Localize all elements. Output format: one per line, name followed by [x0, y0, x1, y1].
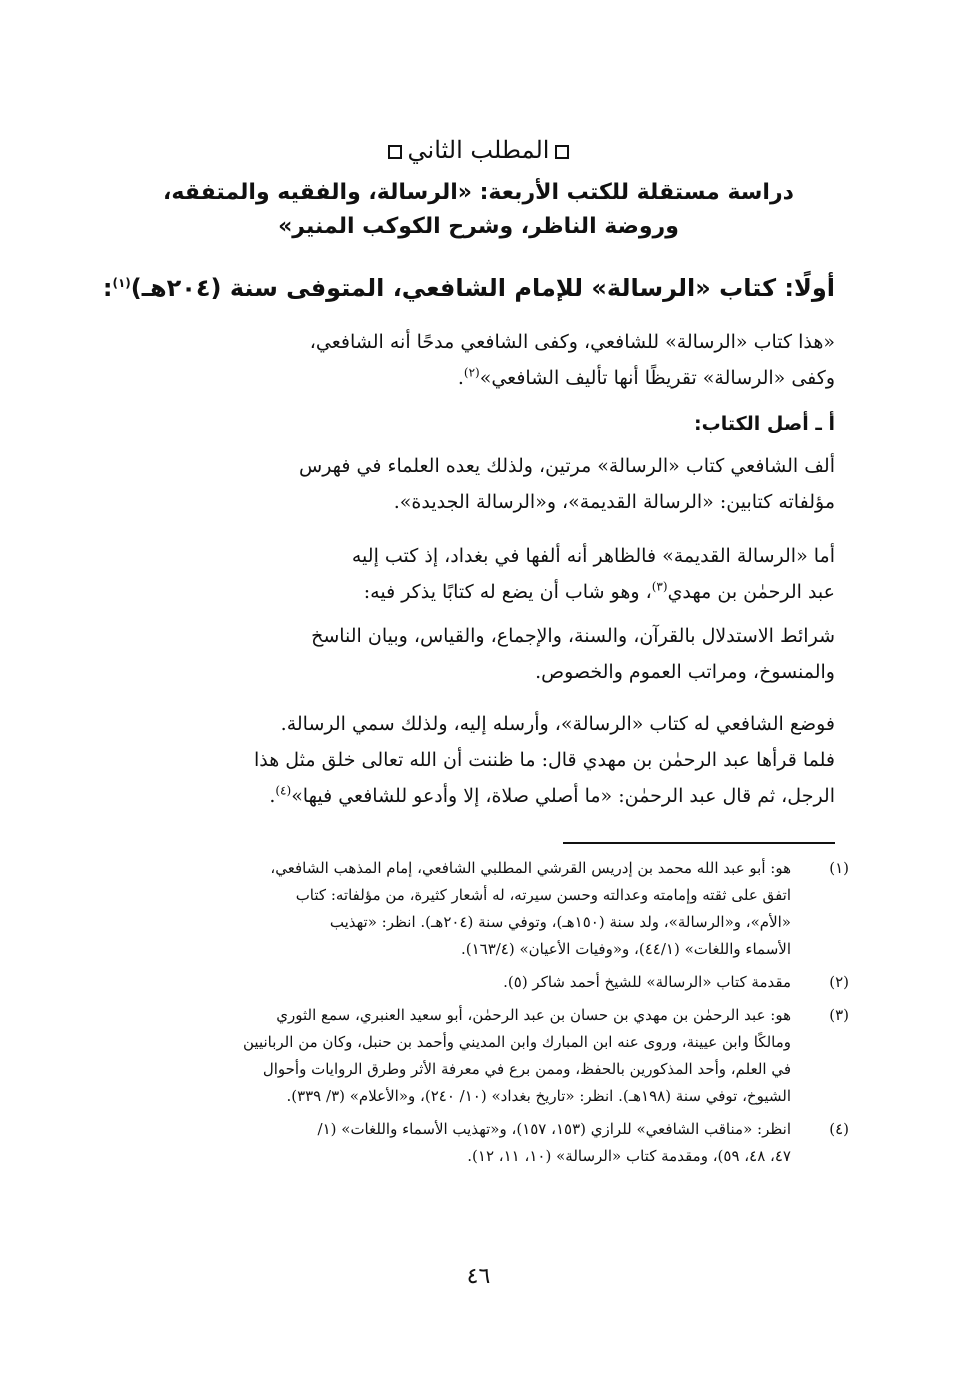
footnotes	[99, 855, 849, 1176]
subheading-tail: :	[102, 274, 113, 302]
paragraph	[95, 618, 835, 690]
footnote-line: ٤٧، ٤٨، ٥٩)، ومقدمة كتاب «الرسالة» (١٠، ١١، ١٢).	[467, 1147, 791, 1165]
text-run: ، وهو شاب أن يضع له كتابًا يذكر فيه:	[363, 581, 652, 603]
study-title-line: وروضة الناظر، وشرح الكوكب المنير»	[278, 214, 679, 239]
footnote-number: (٤)	[829, 1120, 849, 1138]
text-line	[95, 574, 835, 610]
footnote-line: مقدمة كتاب «الرسالة» للشيخ أحمد شاكر (٥).	[503, 973, 791, 991]
footnote-number: (٣)	[829, 1006, 849, 1024]
footnote-ref: (٤)	[275, 783, 292, 798]
footnote-body	[99, 855, 791, 963]
text-line: مؤلفاته كتابين: «الرسالة القديمة»، و«الرسالة الجديدة».	[393, 491, 835, 513]
text-line: ألف الشافعي كتاب «الرسالة» مرتين، ولذلك يعده العلماء في فهرس	[299, 455, 835, 477]
footnote-line: في العلم، وأحد المذكورين بالحفظ، وممن برع في معرفة الأثر وطرق الروايات وأحوال	[262, 1060, 791, 1078]
page-number: ٤٦	[466, 1264, 491, 1289]
square-ornament-icon	[555, 145, 569, 159]
text-run: وكفى «الرسالة» تقريظًا أنها تأليف الشافعي»	[479, 367, 835, 389]
footnote-line: ومالكًا وابن عيينة، وروى عنه ابن المبارك وابن المديني وأحمد بن حنبل، وكان من الربانيين	[243, 1033, 791, 1051]
text-line	[95, 778, 835, 814]
paragraph	[95, 706, 835, 814]
footnote-line: الشيوخ، توفي سنة (١٩٨هـ). انظر: «تاريخ بغداد» (١٠/ ٢٤٠)، و«الأعلام» (٣/ ٣٣٩).	[286, 1087, 791, 1105]
text-line: شرائط الاستدلال بالقرآن، والسنة، والإجماع، والقياس، وبيان الناسخ	[311, 625, 835, 647]
paragraph	[95, 448, 835, 520]
footnote	[99, 1116, 849, 1170]
text-run: .	[457, 367, 464, 389]
footnote-line: انظر: «مناقب الشافعي» للرازي (١٥٣، ١٥٧)، و«تهذيب الأسماء واللغات» (١/	[317, 1120, 791, 1138]
footnote-line: «الأم»، و«الرسالة»، ولد سنة (١٥٠هـ)، وتوفي سنة (٢٠٤هـ). انظر: «تهذيب	[329, 913, 791, 931]
footnote-number: (٢)	[829, 973, 849, 991]
text-run: .	[269, 785, 276, 807]
footnote	[99, 855, 849, 963]
footnote-line: اتفق على ثقته وإمامته وعدالته وحسن سيرته، له أشعار كثيرة، من مؤلفاته: كتاب	[295, 886, 791, 904]
footnote-body	[99, 1116, 791, 1170]
footnote-ref: (٣)	[651, 579, 668, 594]
footnote	[99, 1002, 849, 1110]
text-line: والمنسوخ، ومراتب العموم والخصوص.	[535, 661, 835, 683]
text-line: أما «الرسالة القديمة» فالظاهر أنه ألفها في بغداد، إذ كتب إليه	[351, 545, 835, 567]
minor-heading: أ ـ أصل الكتاب:	[694, 413, 835, 435]
text-line: «هذا كتاب «الرسالة» للشافعي، وكفى الشافعي مدحًا أنه الشافعي،	[309, 331, 835, 353]
footnote-body	[99, 1002, 791, 1110]
quote-paragraph	[95, 324, 835, 396]
study-title-line: دراسة مستقلة للكتب الأربعة: «الرسالة، والفقيه والمتفقه،	[163, 180, 794, 205]
square-ornament-icon	[388, 145, 402, 159]
text-line: فوضع الشافعي له كتاب «الرسالة»، وأرسله إليه، ولذلك سمي الرسالة.	[280, 713, 835, 735]
footnote-line: هو: أبو عبد الله محمد بن إدريس القرشي المطلبي الشافعي، إمام المذهب الشافعي،	[270, 859, 791, 877]
footnote-line: هو: عبد الرحمٰن بن مهدي بن حسان بن عبد الرحمٰن، أبو سعيد العنبري، سمع الثوري	[276, 1006, 791, 1024]
section-label	[0, 134, 957, 166]
footnote-separator	[563, 842, 835, 844]
footnote-body	[99, 969, 791, 996]
text-run: الرجل، ثم قال عبد الرحمٰن: «ما أصلي صلاة، إلا وأدعو للشافعي فيها»	[291, 785, 835, 807]
footnote	[99, 969, 849, 996]
study-title	[90, 176, 867, 244]
footnote-ref: (١)	[112, 276, 131, 290]
subheading-text: أولًا: كتاب «الرسالة» للإمام الشافعي، المتوفى سنة (٢٠٤هـ)	[130, 274, 835, 302]
text-line	[95, 360, 835, 396]
paragraph	[95, 538, 835, 610]
section-label-text: المطلب الثاني	[407, 136, 550, 164]
text-run: عبد الرحمٰن بن مهدي	[667, 581, 835, 603]
footnote-ref: (٢)	[463, 365, 480, 380]
text-line: فلما قرأها عبد الرحمٰن بن مهدي قال: ما ظننت أن الله تعالى خلق مثل هذا	[253, 749, 835, 771]
subheading-al-risala	[95, 268, 835, 308]
footnote-line: الأسماء واللغات» (٤٤/١)، و«وفيات الأعيان» (١٦٣/٤).	[460, 940, 791, 958]
footnote-number: (١)	[829, 859, 849, 877]
